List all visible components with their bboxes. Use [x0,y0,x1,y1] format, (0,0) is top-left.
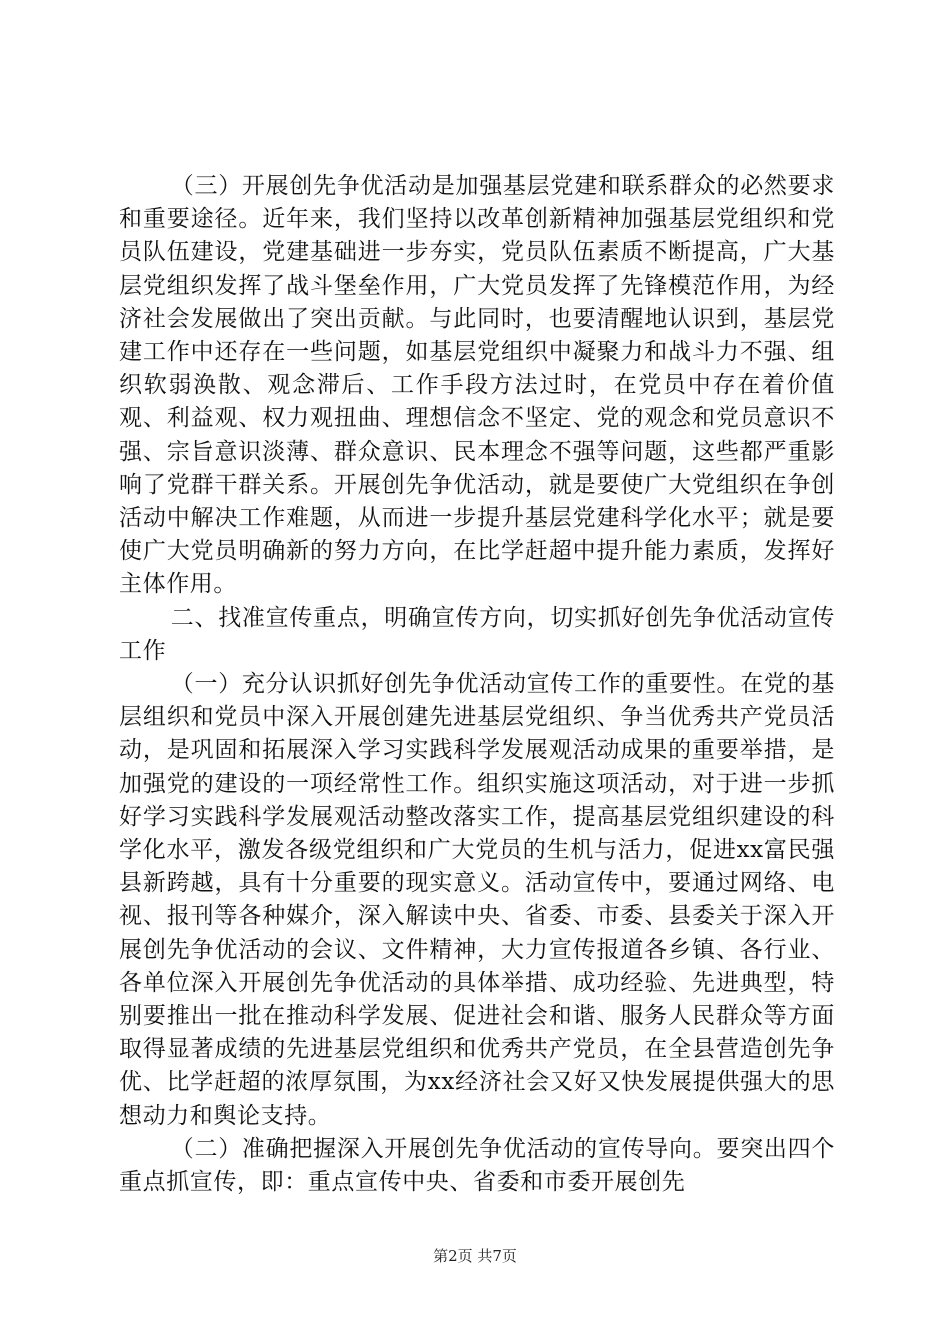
body-text [119,170,835,1199]
section-heading-2: 二、找准宣传重点，明确宣传方向，切实抓好创先争优活动宣传工作 [119,604,835,664]
page-number-footer: 第2页 共7页 [433,1247,517,1265]
paragraph-item-1: （一）充分认识抓好创先争优活动宣传工作的重要性。在党的基层组织和党员中深入开展创建先进基层党组织、争当优秀共产党员活动，是巩固和拓展深入学习实践科学发展观活动成果的重要举措，是加强党的建设的一项经常性工作。组织实施这项活动，对于进一步抓好学习实践科学发展观活动整改落实工作，提高基层党组织建设的科学化水平，激发各级党组织和广大党员的生机与活力，促进xx富民强县新跨越，具有十分重要的现实意义。活动宣传中，要通过网络、电视、报刊等各种媒介，深入解读中央、省委、市委、县委关于深入开展创先争优活动的会议、文件精神，大力宣传报道各乡镇、各行业、各单位深入开展创先争优活动的具体举措、成功经验、先进典型，特别要推出一批在推动科学发展、促进社会和谐、服务人民群众等方面取得显著成绩的先进基层党组织和优秀共产党员，在全县营造创先争优、比学赶超的浓厚氛围，为xx经济社会又好又快发展提供强大的思想动力和舆论支持。 [119,671,835,1129]
paragraph-item-2: （二）准确把握深入开展创先争优活动的宣传导向。要突出四个重点抓宣传，即：重点宣传中央、省委和市委开展创先 [119,1135,835,1196]
paragraph-section-3: （三）开展创先争优活动是加强基层党建和联系群众的必然要求和重要途径。近年来，我们坚持以改革创新精神加强基层党组织和党员队伍建设，党建基础进一步夯实，党员队伍素质不断提高，广大基层党组织发挥了战斗堡垒作用，广大党员发挥了先锋模范作用，为经济社会发展做出了突出贡献。与此同时，也要清醒地认识到，基层党建工作中还存在一些问题，如基层党组织中凝聚力和战斗力不强、组织软弱涣散、观念滞后、工作手段方法过时，在党员中存在着价值观、利益观、权力观扭曲、理想信念不坚定、党的观念和党员意识不强、宗旨意识淡薄、群众意识、民本理念不强等问题，这些都严重影响了党群干群关系。开展创先争优活动，就是要使广大党组织在争创活动中解决工作难题，从而进一步提升基层党建科学化水平；就是要使广大党员明确新的努力方向，在比学赶超中提升能力素质，发挥好主体作用。 [119,173,835,598]
